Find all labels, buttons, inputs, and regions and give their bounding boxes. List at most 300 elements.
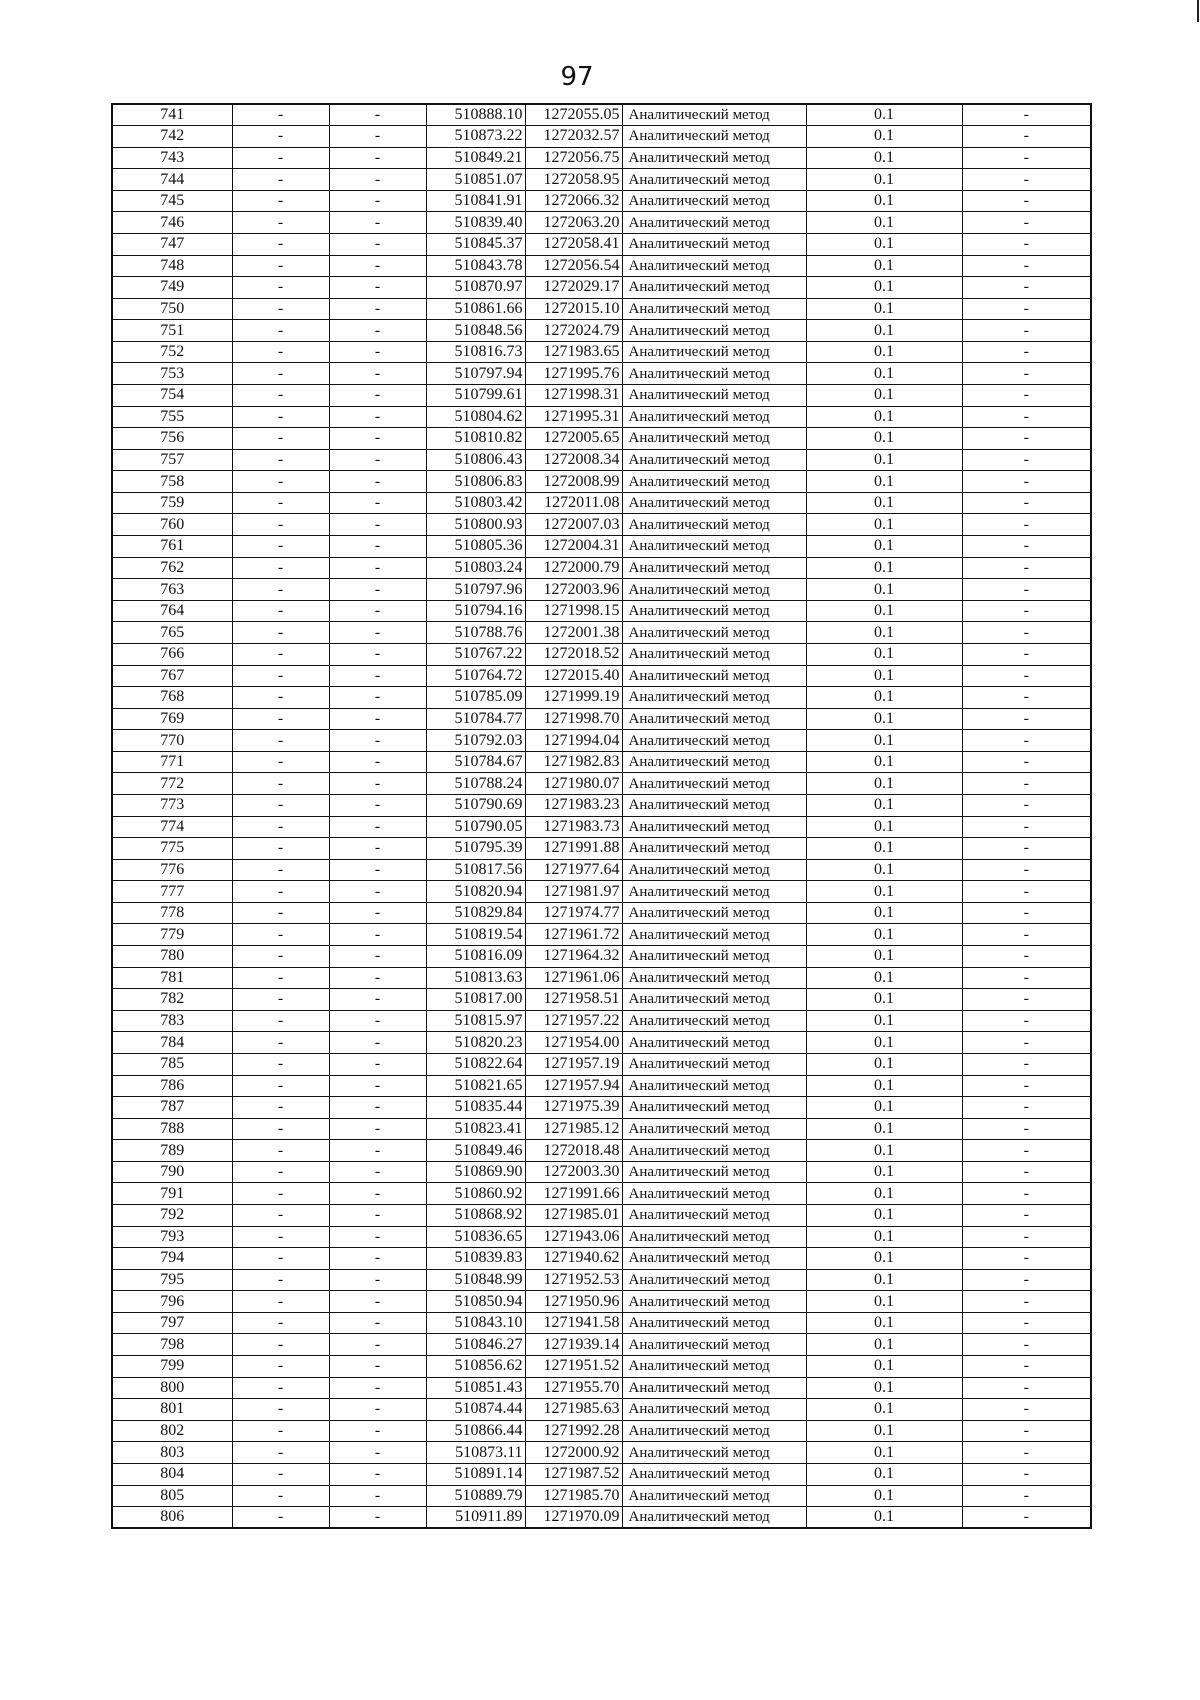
empty-cell: - [329, 147, 426, 169]
empty-cell: - [232, 428, 329, 450]
method-cell: Аналитический метод [622, 1075, 806, 1097]
empty-cell: - [962, 643, 1091, 665]
empty-cell: - [232, 1485, 329, 1507]
y-coordinate-cell: 1272063.20 [525, 212, 622, 234]
empty-cell: - [962, 298, 1091, 320]
x-coordinate-cell: 510810.82 [426, 428, 525, 450]
empty-cell: - [232, 1032, 329, 1054]
method-cell: Аналитический метод [622, 665, 806, 687]
method-cell: Аналитический метод [622, 449, 806, 471]
point-number-cell: 778 [112, 902, 232, 924]
table-row [112, 579, 1091, 601]
empty-cell: - [329, 385, 426, 407]
empty-cell: - [232, 1377, 329, 1399]
y-coordinate-cell: 1271998.15 [525, 600, 622, 622]
empty-cell: - [329, 1204, 426, 1226]
table-row [112, 838, 1091, 860]
y-coordinate-cell: 1271985.63 [525, 1399, 622, 1421]
y-coordinate-cell: 1272018.48 [525, 1140, 622, 1162]
method-cell: Аналитический метод [622, 1183, 806, 1205]
x-coordinate-cell: 510836.65 [426, 1226, 525, 1248]
y-coordinate-cell: 1271977.64 [525, 859, 622, 881]
method-cell: Аналитический метод [622, 298, 806, 320]
y-coordinate-cell: 1272008.34 [525, 449, 622, 471]
y-coordinate-cell: 1271954.00 [525, 1032, 622, 1054]
y-coordinate-cell: 1272018.52 [525, 643, 622, 665]
x-coordinate-cell: 510849.21 [426, 147, 525, 169]
table-row [112, 989, 1091, 1011]
empty-cell: - [232, 579, 329, 601]
empty-cell: - [962, 492, 1091, 514]
point-number-cell: 781 [112, 967, 232, 989]
empty-cell: - [232, 1097, 329, 1119]
empty-cell: - [232, 838, 329, 860]
y-coordinate-cell: 1272058.41 [525, 233, 622, 255]
point-number-cell: 776 [112, 859, 232, 881]
y-coordinate-cell: 1271961.72 [525, 924, 622, 946]
table-row [112, 665, 1091, 687]
empty-cell: - [329, 1507, 426, 1529]
empty-cell: - [232, 1010, 329, 1032]
table-row [112, 320, 1091, 342]
table-row [112, 751, 1091, 773]
point-number-cell: 779 [112, 924, 232, 946]
y-coordinate-cell: 1271939.14 [525, 1334, 622, 1356]
method-cell: Аналитический метод [622, 169, 806, 191]
y-coordinate-cell: 1271952.53 [525, 1269, 622, 1291]
empty-cell: - [962, 363, 1091, 385]
accuracy-cell: 0.1 [806, 1377, 962, 1399]
method-cell: Аналитический метод [622, 687, 806, 709]
x-coordinate-cell: 510846.27 [426, 1334, 525, 1356]
point-number-cell: 741 [112, 104, 232, 126]
empty-cell: - [232, 1183, 329, 1205]
accuracy-cell: 0.1 [806, 233, 962, 255]
y-coordinate-cell: 1272008.99 [525, 471, 622, 493]
y-coordinate-cell: 1271983.65 [525, 341, 622, 363]
table-row [112, 536, 1091, 558]
method-cell: Аналитический метод [622, 708, 806, 730]
x-coordinate-cell: 510784.77 [426, 708, 525, 730]
coordinates-table [111, 103, 1092, 1529]
point-number-cell: 786 [112, 1075, 232, 1097]
empty-cell: - [329, 536, 426, 558]
y-coordinate-cell: 1272056.75 [525, 147, 622, 169]
point-number-cell: 772 [112, 773, 232, 795]
point-number-cell: 793 [112, 1226, 232, 1248]
empty-cell: - [232, 1118, 329, 1140]
x-coordinate-cell: 510823.41 [426, 1118, 525, 1140]
empty-cell: - [232, 902, 329, 924]
empty-cell: - [329, 255, 426, 277]
empty-cell: - [329, 1377, 426, 1399]
empty-cell: - [232, 967, 329, 989]
empty-cell: - [962, 1485, 1091, 1507]
empty-cell: - [329, 406, 426, 428]
point-number-cell: 760 [112, 514, 232, 536]
accuracy-cell: 0.1 [806, 320, 962, 342]
accuracy-cell: 0.1 [806, 1075, 962, 1097]
point-number-cell: 747 [112, 233, 232, 255]
empty-cell: - [329, 1269, 426, 1291]
accuracy-cell: 0.1 [806, 277, 962, 299]
x-coordinate-cell: 510813.63 [426, 967, 525, 989]
y-coordinate-cell: 1271983.73 [525, 816, 622, 838]
method-cell: Аналитический метод [622, 1118, 806, 1140]
method-cell: Аналитический метод [622, 557, 806, 579]
table-row [112, 1161, 1091, 1183]
table-row [112, 104, 1091, 126]
table-row [112, 1463, 1091, 1485]
x-coordinate-cell: 510873.22 [426, 126, 525, 148]
page-number: 97 [560, 62, 594, 92]
empty-cell: - [329, 600, 426, 622]
empty-cell: - [232, 1420, 329, 1442]
table-row [112, 1097, 1091, 1119]
empty-cell: - [232, 1053, 329, 1075]
empty-cell: - [232, 622, 329, 644]
accuracy-cell: 0.1 [806, 579, 962, 601]
method-cell: Аналитический метод [622, 233, 806, 255]
x-coordinate-cell: 510850.94 [426, 1291, 525, 1313]
empty-cell: - [962, 1356, 1091, 1378]
method-cell: Аналитический метод [622, 751, 806, 773]
method-cell: Аналитический метод [622, 1334, 806, 1356]
x-coordinate-cell: 510911.89 [426, 1507, 525, 1529]
empty-cell: - [329, 1485, 426, 1507]
empty-cell: - [962, 536, 1091, 558]
table-row [112, 1118, 1091, 1140]
y-coordinate-cell: 1271957.19 [525, 1053, 622, 1075]
table-row [112, 1334, 1091, 1356]
y-coordinate-cell: 1271943.06 [525, 1226, 622, 1248]
x-coordinate-cell: 510843.78 [426, 255, 525, 277]
y-coordinate-cell: 1272055.05 [525, 104, 622, 126]
accuracy-cell: 0.1 [806, 665, 962, 687]
x-coordinate-cell: 510797.94 [426, 363, 525, 385]
empty-cell: - [232, 1442, 329, 1464]
accuracy-cell: 0.1 [806, 492, 962, 514]
empty-cell: - [962, 449, 1091, 471]
accuracy-cell: 0.1 [806, 514, 962, 536]
accuracy-cell: 0.1 [806, 1356, 962, 1378]
x-coordinate-cell: 510888.10 [426, 104, 525, 126]
table-row [112, 557, 1091, 579]
point-number-cell: 769 [112, 708, 232, 730]
accuracy-cell: 0.1 [806, 751, 962, 773]
y-coordinate-cell: 1272015.10 [525, 298, 622, 320]
point-number-cell: 788 [112, 1118, 232, 1140]
method-cell: Аналитический метод [622, 1226, 806, 1248]
point-number-cell: 802 [112, 1420, 232, 1442]
empty-cell: - [962, 1161, 1091, 1183]
method-cell: Аналитический метод [622, 600, 806, 622]
table-row [112, 600, 1091, 622]
empty-cell: - [232, 816, 329, 838]
table-row [112, 255, 1091, 277]
empty-cell: - [962, 708, 1091, 730]
method-cell: Аналитический метод [622, 1248, 806, 1270]
empty-cell: - [232, 492, 329, 514]
point-number-cell: 771 [112, 751, 232, 773]
empty-cell: - [962, 730, 1091, 752]
y-coordinate-cell: 1271985.12 [525, 1118, 622, 1140]
method-cell: Аналитический метод [622, 1399, 806, 1421]
accuracy-cell: 0.1 [806, 600, 962, 622]
point-number-cell: 746 [112, 212, 232, 234]
empty-cell: - [962, 428, 1091, 450]
point-number-cell: 801 [112, 1399, 232, 1421]
point-number-cell: 763 [112, 579, 232, 601]
empty-cell: - [962, 1248, 1091, 1270]
point-number-cell: 766 [112, 643, 232, 665]
point-number-cell: 753 [112, 363, 232, 385]
empty-cell: - [329, 1183, 426, 1205]
accuracy-cell: 0.1 [806, 1010, 962, 1032]
accuracy-cell: 0.1 [806, 1291, 962, 1313]
empty-cell: - [329, 946, 426, 968]
x-coordinate-cell: 510784.67 [426, 751, 525, 773]
empty-cell: - [329, 924, 426, 946]
empty-cell: - [232, 989, 329, 1011]
empty-cell: - [962, 773, 1091, 795]
empty-cell: - [962, 989, 1091, 1011]
y-coordinate-cell: 1272000.92 [525, 1442, 622, 1464]
x-coordinate-cell: 510822.64 [426, 1053, 525, 1075]
accuracy-cell: 0.1 [806, 687, 962, 709]
method-cell: Аналитический метод [622, 773, 806, 795]
empty-cell: - [329, 1356, 426, 1378]
method-cell: Аналитический метод [622, 514, 806, 536]
y-coordinate-cell: 1271970.09 [525, 1507, 622, 1529]
x-coordinate-cell: 510889.79 [426, 1485, 525, 1507]
x-coordinate-cell: 510829.84 [426, 902, 525, 924]
empty-cell: - [962, 1291, 1091, 1313]
empty-cell: - [962, 1097, 1091, 1119]
x-coordinate-cell: 510819.54 [426, 924, 525, 946]
empty-cell: - [962, 924, 1091, 946]
accuracy-cell: 0.1 [806, 255, 962, 277]
point-number-cell: 767 [112, 665, 232, 687]
empty-cell: - [329, 1248, 426, 1270]
empty-cell: - [329, 967, 426, 989]
point-number-cell: 791 [112, 1183, 232, 1205]
empty-cell: - [232, 795, 329, 817]
empty-cell: - [232, 687, 329, 709]
table-row [112, 687, 1091, 709]
empty-cell: - [232, 1399, 329, 1421]
empty-cell: - [232, 1226, 329, 1248]
point-number-cell: 768 [112, 687, 232, 709]
empty-cell: - [329, 1226, 426, 1248]
point-number-cell: 777 [112, 881, 232, 903]
table-row [112, 147, 1091, 169]
empty-cell: - [329, 816, 426, 838]
x-coordinate-cell: 510873.11 [426, 1442, 525, 1464]
table-row [112, 1140, 1091, 1162]
empty-cell: - [232, 1204, 329, 1226]
accuracy-cell: 0.1 [806, 1161, 962, 1183]
point-number-cell: 761 [112, 536, 232, 558]
empty-cell: - [962, 1420, 1091, 1442]
empty-cell: - [962, 967, 1091, 989]
empty-cell: - [232, 1140, 329, 1162]
empty-cell: - [329, 298, 426, 320]
empty-cell: - [329, 1032, 426, 1054]
empty-cell: - [329, 1312, 426, 1334]
x-coordinate-cell: 510788.24 [426, 773, 525, 795]
y-coordinate-cell: 1271981.97 [525, 881, 622, 903]
empty-cell: - [329, 428, 426, 450]
accuracy-cell: 0.1 [806, 1097, 962, 1119]
empty-cell: - [329, 859, 426, 881]
empty-cell: - [232, 1312, 329, 1334]
coordinates-table-body [112, 104, 1091, 1528]
accuracy-cell: 0.1 [806, 1312, 962, 1334]
y-coordinate-cell: 1271982.83 [525, 751, 622, 773]
x-coordinate-cell: 510851.07 [426, 169, 525, 191]
table-row [112, 406, 1091, 428]
empty-cell: - [232, 449, 329, 471]
x-coordinate-cell: 510860.92 [426, 1183, 525, 1205]
method-cell: Аналитический метод [622, 104, 806, 126]
x-coordinate-cell: 510792.03 [426, 730, 525, 752]
empty-cell: - [232, 212, 329, 234]
table-row [112, 1442, 1091, 1464]
method-cell: Аналитический метод [622, 838, 806, 860]
method-cell: Аналитический метод [622, 881, 806, 903]
y-coordinate-cell: 1271991.66 [525, 1183, 622, 1205]
point-number-cell: 758 [112, 471, 232, 493]
point-number-cell: 775 [112, 838, 232, 860]
empty-cell: - [232, 471, 329, 493]
point-number-cell: 800 [112, 1377, 232, 1399]
x-coordinate-cell: 510870.97 [426, 277, 525, 299]
point-number-cell: 756 [112, 428, 232, 450]
method-cell: Аналитический метод [622, 622, 806, 644]
accuracy-cell: 0.1 [806, 859, 962, 881]
empty-cell: - [962, 1507, 1091, 1529]
empty-cell: - [962, 126, 1091, 148]
accuracy-cell: 0.1 [806, 169, 962, 191]
point-number-cell: 774 [112, 816, 232, 838]
empty-cell: - [962, 385, 1091, 407]
accuracy-cell: 0.1 [806, 924, 962, 946]
accuracy-cell: 0.1 [806, 385, 962, 407]
empty-cell: - [962, 687, 1091, 709]
empty-cell: - [329, 320, 426, 342]
table-row [112, 881, 1091, 903]
empty-cell: - [962, 341, 1091, 363]
x-coordinate-cell: 510788.76 [426, 622, 525, 644]
point-number-cell: 755 [112, 406, 232, 428]
empty-cell: - [962, 902, 1091, 924]
method-cell: Аналитический метод [622, 1312, 806, 1334]
table-row [112, 816, 1091, 838]
empty-cell: - [232, 643, 329, 665]
empty-cell: - [962, 255, 1091, 277]
empty-cell: - [329, 1420, 426, 1442]
x-coordinate-cell: 510843.10 [426, 1312, 525, 1334]
method-cell: Аналитический метод [622, 385, 806, 407]
y-coordinate-cell: 1271940.62 [525, 1248, 622, 1270]
accuracy-cell: 0.1 [806, 363, 962, 385]
y-coordinate-cell: 1271964.32 [525, 946, 622, 968]
empty-cell: - [232, 536, 329, 558]
empty-cell: - [329, 1118, 426, 1140]
x-coordinate-cell: 510851.43 [426, 1377, 525, 1399]
point-number-cell: 784 [112, 1032, 232, 1054]
point-number-cell: 757 [112, 449, 232, 471]
x-coordinate-cell: 510794.16 [426, 600, 525, 622]
accuracy-cell: 0.1 [806, 212, 962, 234]
accuracy-cell: 0.1 [806, 881, 962, 903]
table-row [112, 1032, 1091, 1054]
x-coordinate-cell: 510848.56 [426, 320, 525, 342]
method-cell: Аналитический метод [622, 536, 806, 558]
x-coordinate-cell: 510785.09 [426, 687, 525, 709]
x-coordinate-cell: 510797.96 [426, 579, 525, 601]
y-coordinate-cell: 1271995.31 [525, 406, 622, 428]
x-coordinate-cell: 510845.37 [426, 233, 525, 255]
method-cell: Аналитический метод [622, 147, 806, 169]
y-coordinate-cell: 1271974.77 [525, 902, 622, 924]
empty-cell: - [232, 730, 329, 752]
empty-cell: - [329, 341, 426, 363]
accuracy-cell: 0.1 [806, 838, 962, 860]
method-cell: Аналитический метод [622, 946, 806, 968]
method-cell: Аналитический метод [622, 212, 806, 234]
method-cell: Аналитический метод [622, 1204, 806, 1226]
table-row [112, 471, 1091, 493]
y-coordinate-cell: 1271957.22 [525, 1010, 622, 1032]
table-row [112, 514, 1091, 536]
accuracy-cell: 0.1 [806, 622, 962, 644]
accuracy-cell: 0.1 [806, 1204, 962, 1226]
table-row [112, 190, 1091, 212]
empty-cell: - [232, 946, 329, 968]
y-coordinate-cell: 1271995.76 [525, 363, 622, 385]
accuracy-cell: 0.1 [806, 1032, 962, 1054]
empty-cell: - [329, 1140, 426, 1162]
x-coordinate-cell: 510795.39 [426, 838, 525, 860]
point-number-cell: 805 [112, 1485, 232, 1507]
accuracy-cell: 0.1 [806, 1269, 962, 1291]
y-coordinate-cell: 1272058.95 [525, 169, 622, 191]
empty-cell: - [329, 277, 426, 299]
method-cell: Аналитический метод [622, 320, 806, 342]
y-coordinate-cell: 1271994.04 [525, 730, 622, 752]
point-number-cell: 798 [112, 1334, 232, 1356]
empty-cell: - [329, 773, 426, 795]
y-coordinate-cell: 1271950.96 [525, 1291, 622, 1313]
y-coordinate-cell: 1272005.65 [525, 428, 622, 450]
y-coordinate-cell: 1272029.17 [525, 277, 622, 299]
accuracy-cell: 0.1 [806, 1226, 962, 1248]
table-row [112, 1075, 1091, 1097]
x-coordinate-cell: 510839.40 [426, 212, 525, 234]
accuracy-cell: 0.1 [806, 989, 962, 1011]
table-row [112, 1053, 1091, 1075]
point-number-cell: 765 [112, 622, 232, 644]
point-number-cell: 794 [112, 1248, 232, 1270]
x-coordinate-cell: 510874.44 [426, 1399, 525, 1421]
y-coordinate-cell: 1272003.96 [525, 579, 622, 601]
empty-cell: - [962, 277, 1091, 299]
empty-cell: - [962, 838, 1091, 860]
empty-cell: - [962, 233, 1091, 255]
accuracy-cell: 0.1 [806, 1399, 962, 1421]
